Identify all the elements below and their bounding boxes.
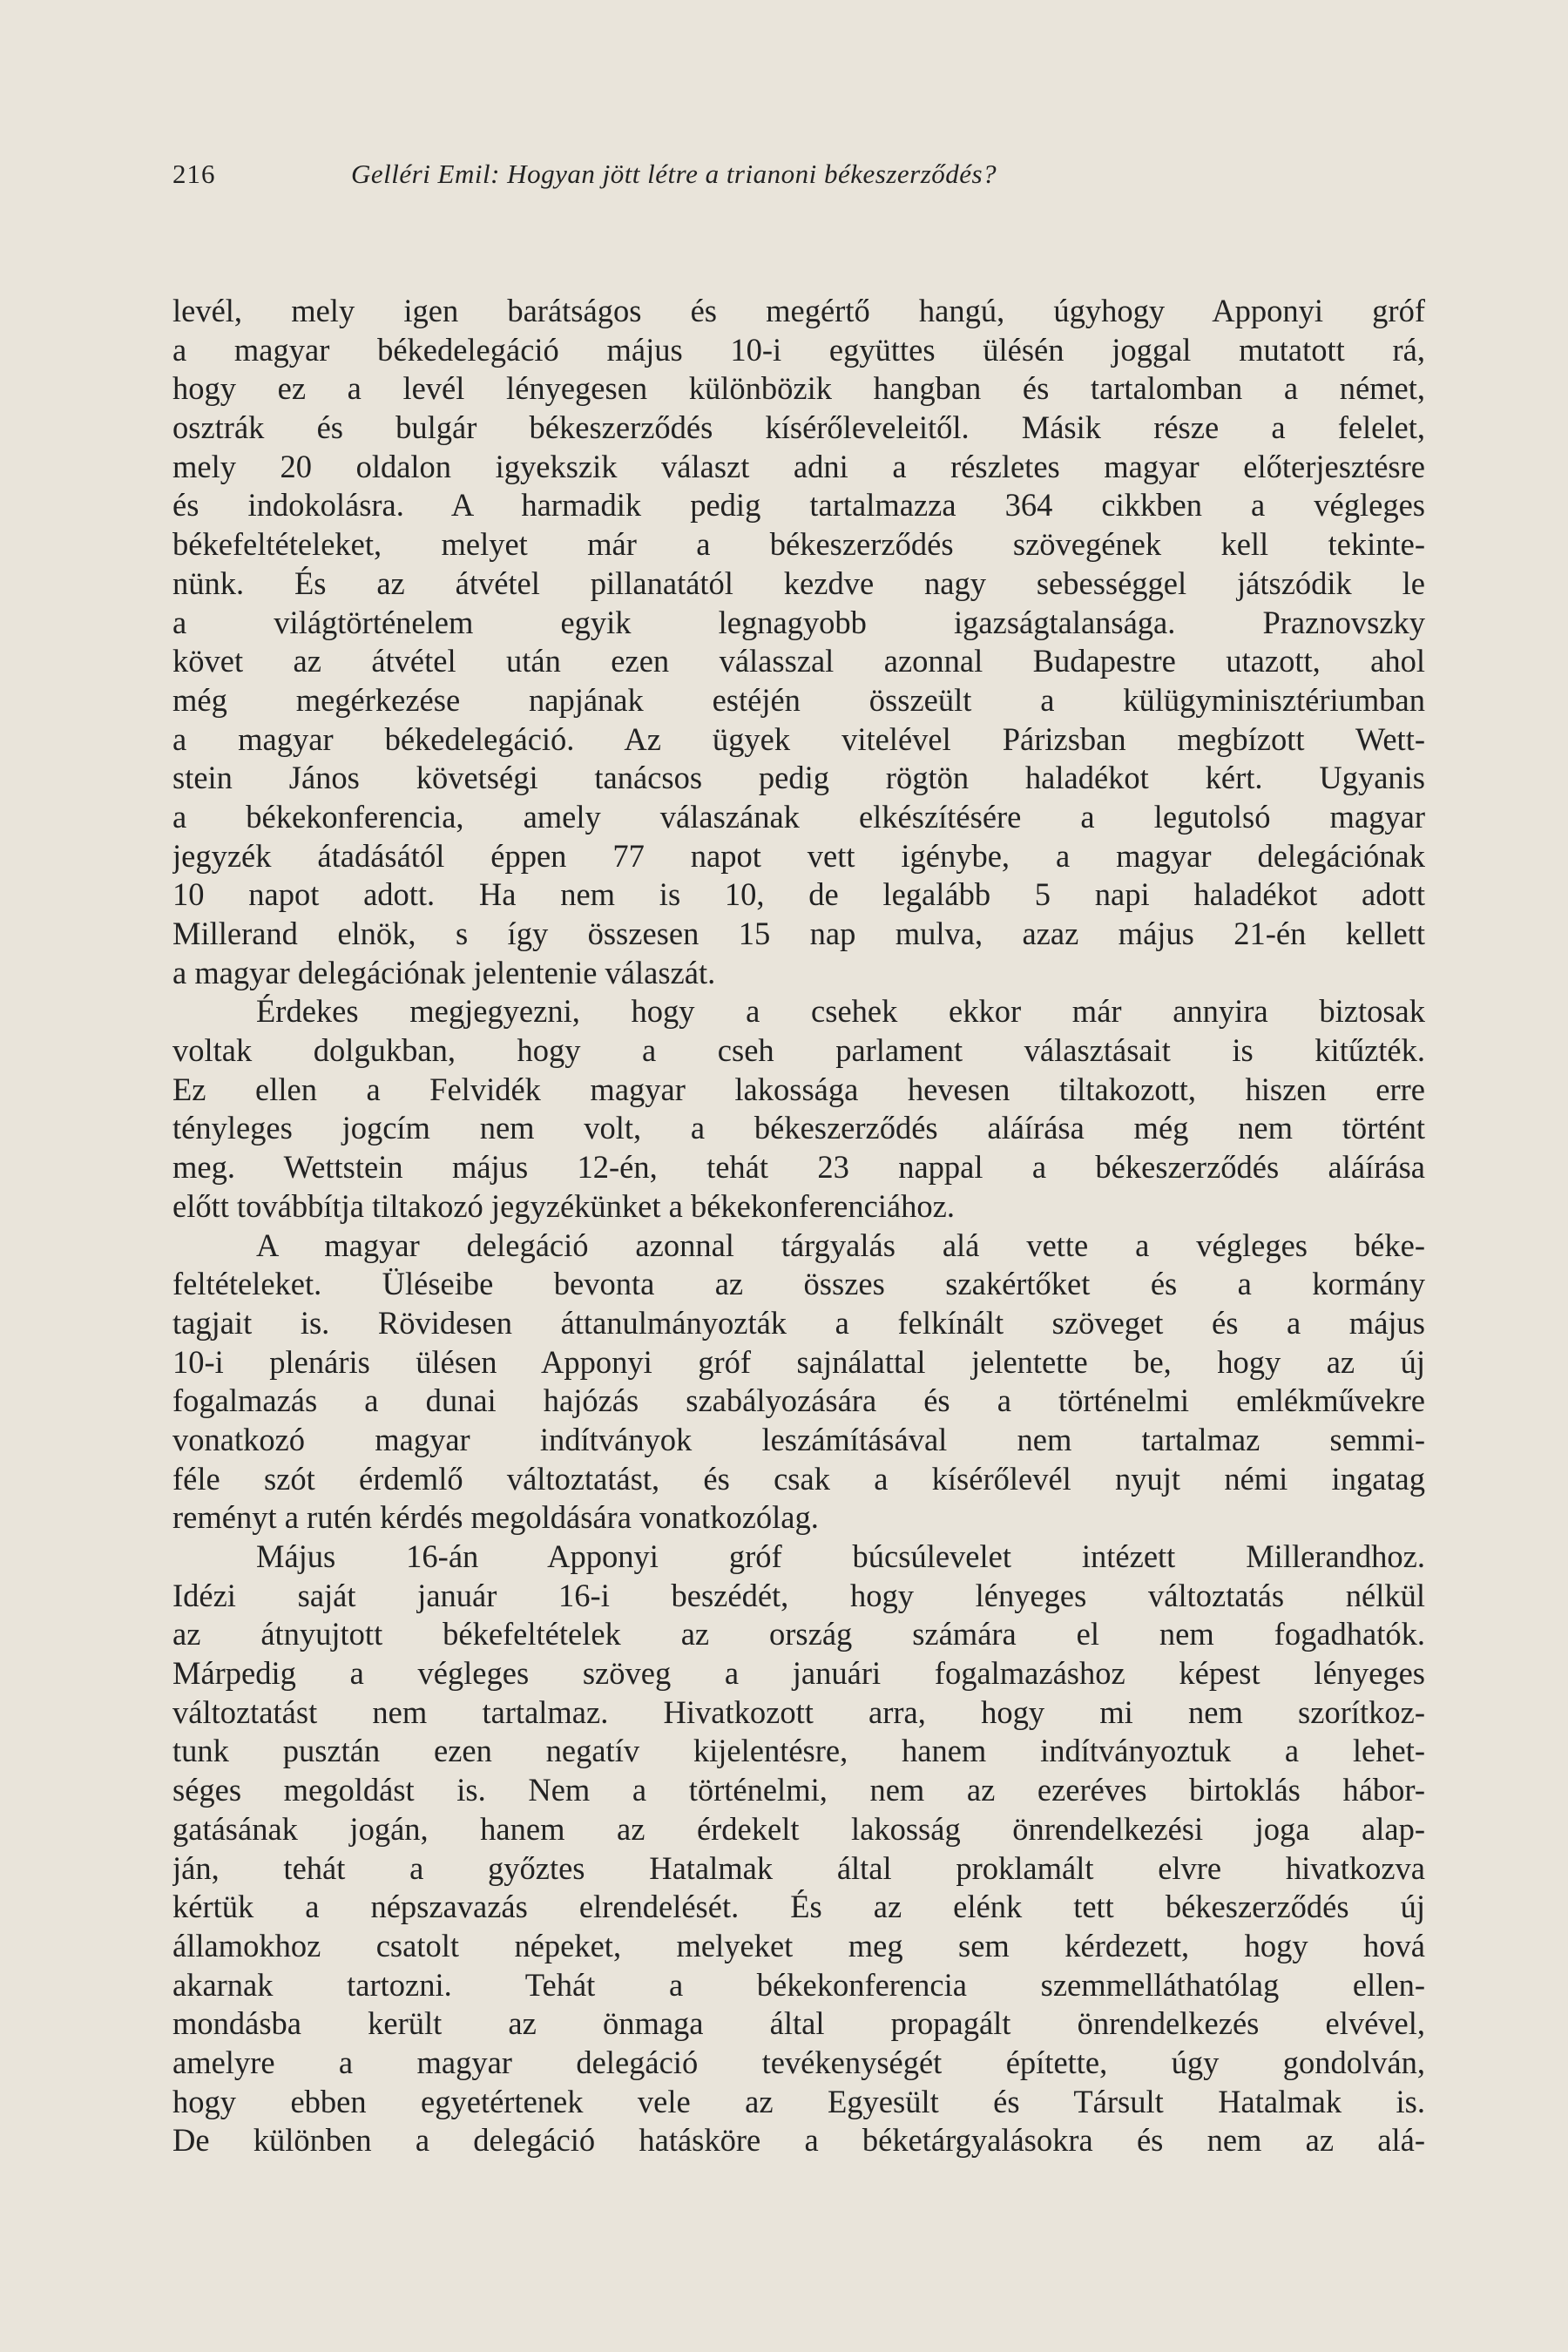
text-line: és indokolásra. A harmadik pedig tartalmazza 364 cikkben a végleges [172, 487, 1425, 524]
text-line: Millerand elnök, s így összesen 15 nap mulva, azaz május 21-én kellett [172, 916, 1425, 951]
text-line: kértük a népszavazás elrendelését. És az elénk tett békeszerződés új [172, 1889, 1425, 1925]
text-line: mondásba került az önmaga által propagált önrendelkezés elvével, [172, 2005, 1425, 2042]
text-line: féle szót érdemlő változtatást, és csak a kísérőlevél nyujt némi ingatag [172, 1460, 1425, 1497]
text-line: tunk pusztán ezen negatív kijelentésre, hanem indítványoztuk a lehet- [172, 1733, 1425, 1769]
text-line: a békekonferencia, amely válaszának elkészítésére a legutolsó magyar [172, 798, 1425, 835]
text-line: voltak dolgukban, hogy a cseh parlament választásait is kitűzték. [172, 1032, 1425, 1069]
text-line: 10-i plenáris ülésen Apponyi gróf sajnálattal jelentette be, hogy az új [172, 1343, 1425, 1380]
text-line: a magyar békedelegáció május 10-i együttes ülésén joggal mutatott rá, [172, 331, 1425, 368]
text-line: követ az átvétel után ezen válasszal azonnal Budapestre utazott, ahol [172, 643, 1425, 679]
text-line: feltételeket. Üléseibe bevonta az összes szakértőket és a kormány [172, 1266, 1425, 1302]
text-line: ján, tehát a győztes Hatalmak által proklamált elvre hivatkozva [172, 1849, 1425, 1886]
text-line: nünk. És az átvétel pillanatától kezdve nagy sebességgel játszódik le [172, 564, 1425, 601]
text-line: 10 napot adott. Ha nem is 10, de legalább 5 napi haladékot adott [172, 876, 1425, 913]
text-line: békefeltételeket, melyet már a békeszerződés szövegének kell tekinte- [172, 526, 1425, 563]
text-line: előtt továbbítja tiltakozó jegyzékünket a békekonferenciához. [172, 1187, 955, 1224]
text-line: séges megoldást is. Nem a történelmi, nem az ezeréves birtoklás hábor- [172, 1772, 1425, 1808]
text-line: A magyar delegáció azonnal tárgyalás alá vette a végleges béke- [256, 1227, 1425, 1263]
text-line: Márpedig a végleges szöveg a januári fogalmazáshoz képest lényeges [172, 1655, 1425, 1692]
body-text [172, 292, 1425, 2160]
text-line: a magyar békedelegáció. Az ügyek vitelével Párizsban megbízott Wett- [172, 720, 1425, 757]
text-line: akarnak tartozni. Tehát a békekonferencia szemmelláthatólag ellen- [172, 1966, 1425, 2003]
running-title: Gelléri Emil: Hogyan jött létre a trianoni békeszerződés? [351, 159, 997, 189]
text-line: reményt a rutén kérdés megoldására vonatkozólag. [172, 1499, 819, 1536]
text-line: az átnyujtott békefeltételek az ország számára el nem fogadhatók. [172, 1616, 1425, 1652]
text-line: jegyzék átadásától éppen 77 napot vett igénybe, a magyar delegációnak [172, 837, 1425, 874]
page-number: 216 [172, 159, 216, 189]
text-line: stein János követségi tanácsos pedig rögtön haladékot kért. Ugyanis [172, 760, 1425, 796]
text-line: hogy ebben egyetértenek vele az Egyesült és Társult Hatalmak is. [172, 2083, 1425, 2119]
text-line: meg. Wettstein május 12-én, tehát 23 nappal a békeszerződés aláírása [172, 1149, 1425, 1186]
text-line: De különben a delegáció hatásköre a béketárgyalásokra és nem az alá- [172, 2122, 1425, 2159]
text-line: vonatkozó magyar indítványok leszámításával nem tartalmaz semmi- [172, 1421, 1425, 1457]
text-line: tényleges jogcím nem volt, a békeszerződés aláírása még nem történt [172, 1110, 1425, 1146]
text-line: amelyre a magyar delegáció tevékenységét építette, úgy gondolván, [172, 2044, 1425, 2080]
text-line: Május 16-án Apponyi gróf búcsúlevelet intézett Millerandhoz. [256, 1538, 1425, 1574]
text-line: osztrák és bulgár békeszerződés kísérőleveleitől. Másik része a felelet, [172, 409, 1425, 446]
text-line: gatásának jogán, hanem az érdekelt lakosság önrendelkezési joga alap- [172, 1810, 1425, 1847]
text-line: Ez ellen a Felvidék magyar lakossága hevesen tiltakozott, hiszen erre [172, 1071, 1425, 1107]
text-line: a magyar delegációnak jelentenie válaszát. [172, 954, 716, 990]
text-line: mely 20 oldalon igyekszik választ adni a részletes magyar előterjesztésre [172, 448, 1425, 484]
text-line: államokhoz csatolt népeket, melyeket meg sem kérdezett, hogy hová [172, 1927, 1425, 1963]
text-line: Érdekes megjegyezni, hogy a csehek ekkor már annyira biztosak [256, 993, 1425, 1030]
text-line: változtatást nem tartalmaz. Hivatkozott arra, hogy mi nem szorítkoz- [172, 1693, 1425, 1730]
text-line: hogy ez a levél lényegesen különbözik hangban és tartalomban a német, [172, 370, 1425, 407]
text-line: levél, mely igen barátságos és megértő hangú, úgyhogy Apponyi gróf [172, 293, 1425, 328]
text-line: még megérkezése napjának estéjén összeült a külügyminisztériumban [172, 681, 1425, 718]
text-line: tagjait is. Rövidesen áttanulmányozták a felkínált szöveget és a május [172, 1304, 1425, 1341]
text-line: Idézi saját január 16-i beszédét, hogy lényeges változtatás nélkül [172, 1577, 1425, 1613]
page-header [172, 155, 1409, 193]
text-line: a világtörténelem egyik legnagyobb igazságtalansága. Praznovszky [172, 604, 1425, 640]
text-line: fogalmazás a dunai hajózás szabályozására és a történelmi emlékművekre [172, 1382, 1425, 1419]
